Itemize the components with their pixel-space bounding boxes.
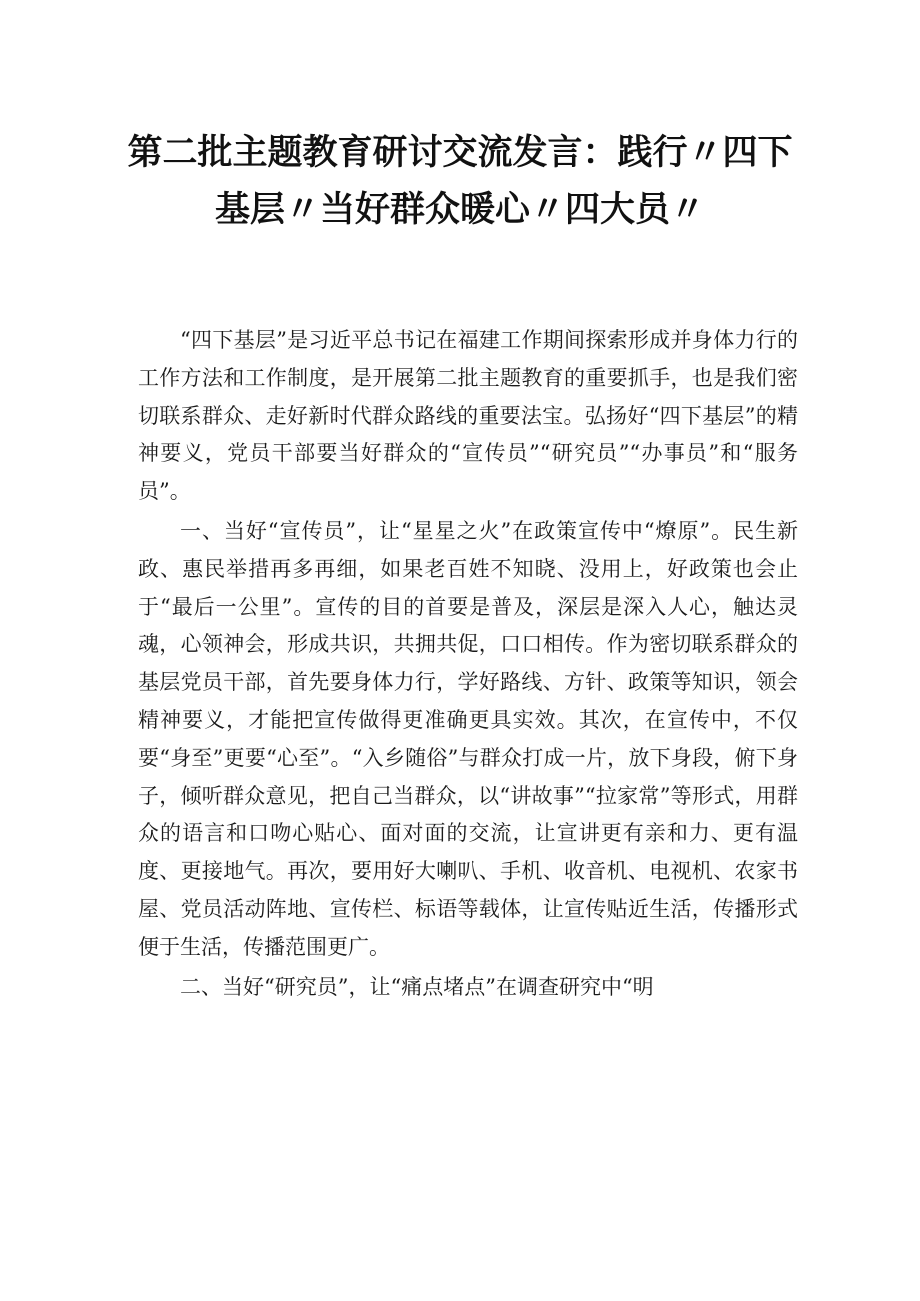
paragraph-section-2: 二、当好“研究员”，让“痛点堵点”在调查研究中“明 [180,974,654,999]
paragraph-section-1: 一、当好“宣传员”，让“星星之火”在政策宣传中“燎原”。民生新政、惠民举措再多再细，如果老百姓不知晓、没用上，好政策也会止于“最后一公里”。宣传的目的首要是普及，深层是深入人心，触达灵魂，心领神会，形成共识，共拥共促，口口相传。作为密切联系群众的基层党员干部，首先要身体力行，学好路线、方针、政策等知识，领会精神要义，才能把宣传做得更准确更具实效。其次，在宣传中，不仅要“身至”更要“心至”。“入乡随俗”与群众打成一片，放下身段，俯下身子，倾听群众意见，把自己当群众，以“讲故事”“拉家常”等形式，用群众的语言和口吻心贴心、面对面的交流，让宣讲更有亲和力、更有温度、更接地气。再次，要用好大喇叭、手机、收音机、电视机、农家书屋、党员活动阵地、宣传栏、标语等载体，让宣传贴近生活，传播形式便于生活，传播范围更广。 [138,518,798,959]
document-title-line-2: 基层〃当好群众暖心〃四大员〃 [214,190,705,230]
document-body [138,322,798,1007]
paragraph-intro: “四下基层”是习近平总书记在福建工作期间探索形成并身体力行的工作方法和工作制度，是开展第二批主题教育的重要抓手，也是我们密切联系群众、走好新时代群众路线的重要法宝。弘扬好“四下基层”的精神要义，党员干部要当好群众的“宣传员”“研究员”“办事员”和“服务员”。 [138,328,798,504]
document-title-line-1: 第二批主题教育研讨交流发言：践行〃四下 [127,133,793,173]
